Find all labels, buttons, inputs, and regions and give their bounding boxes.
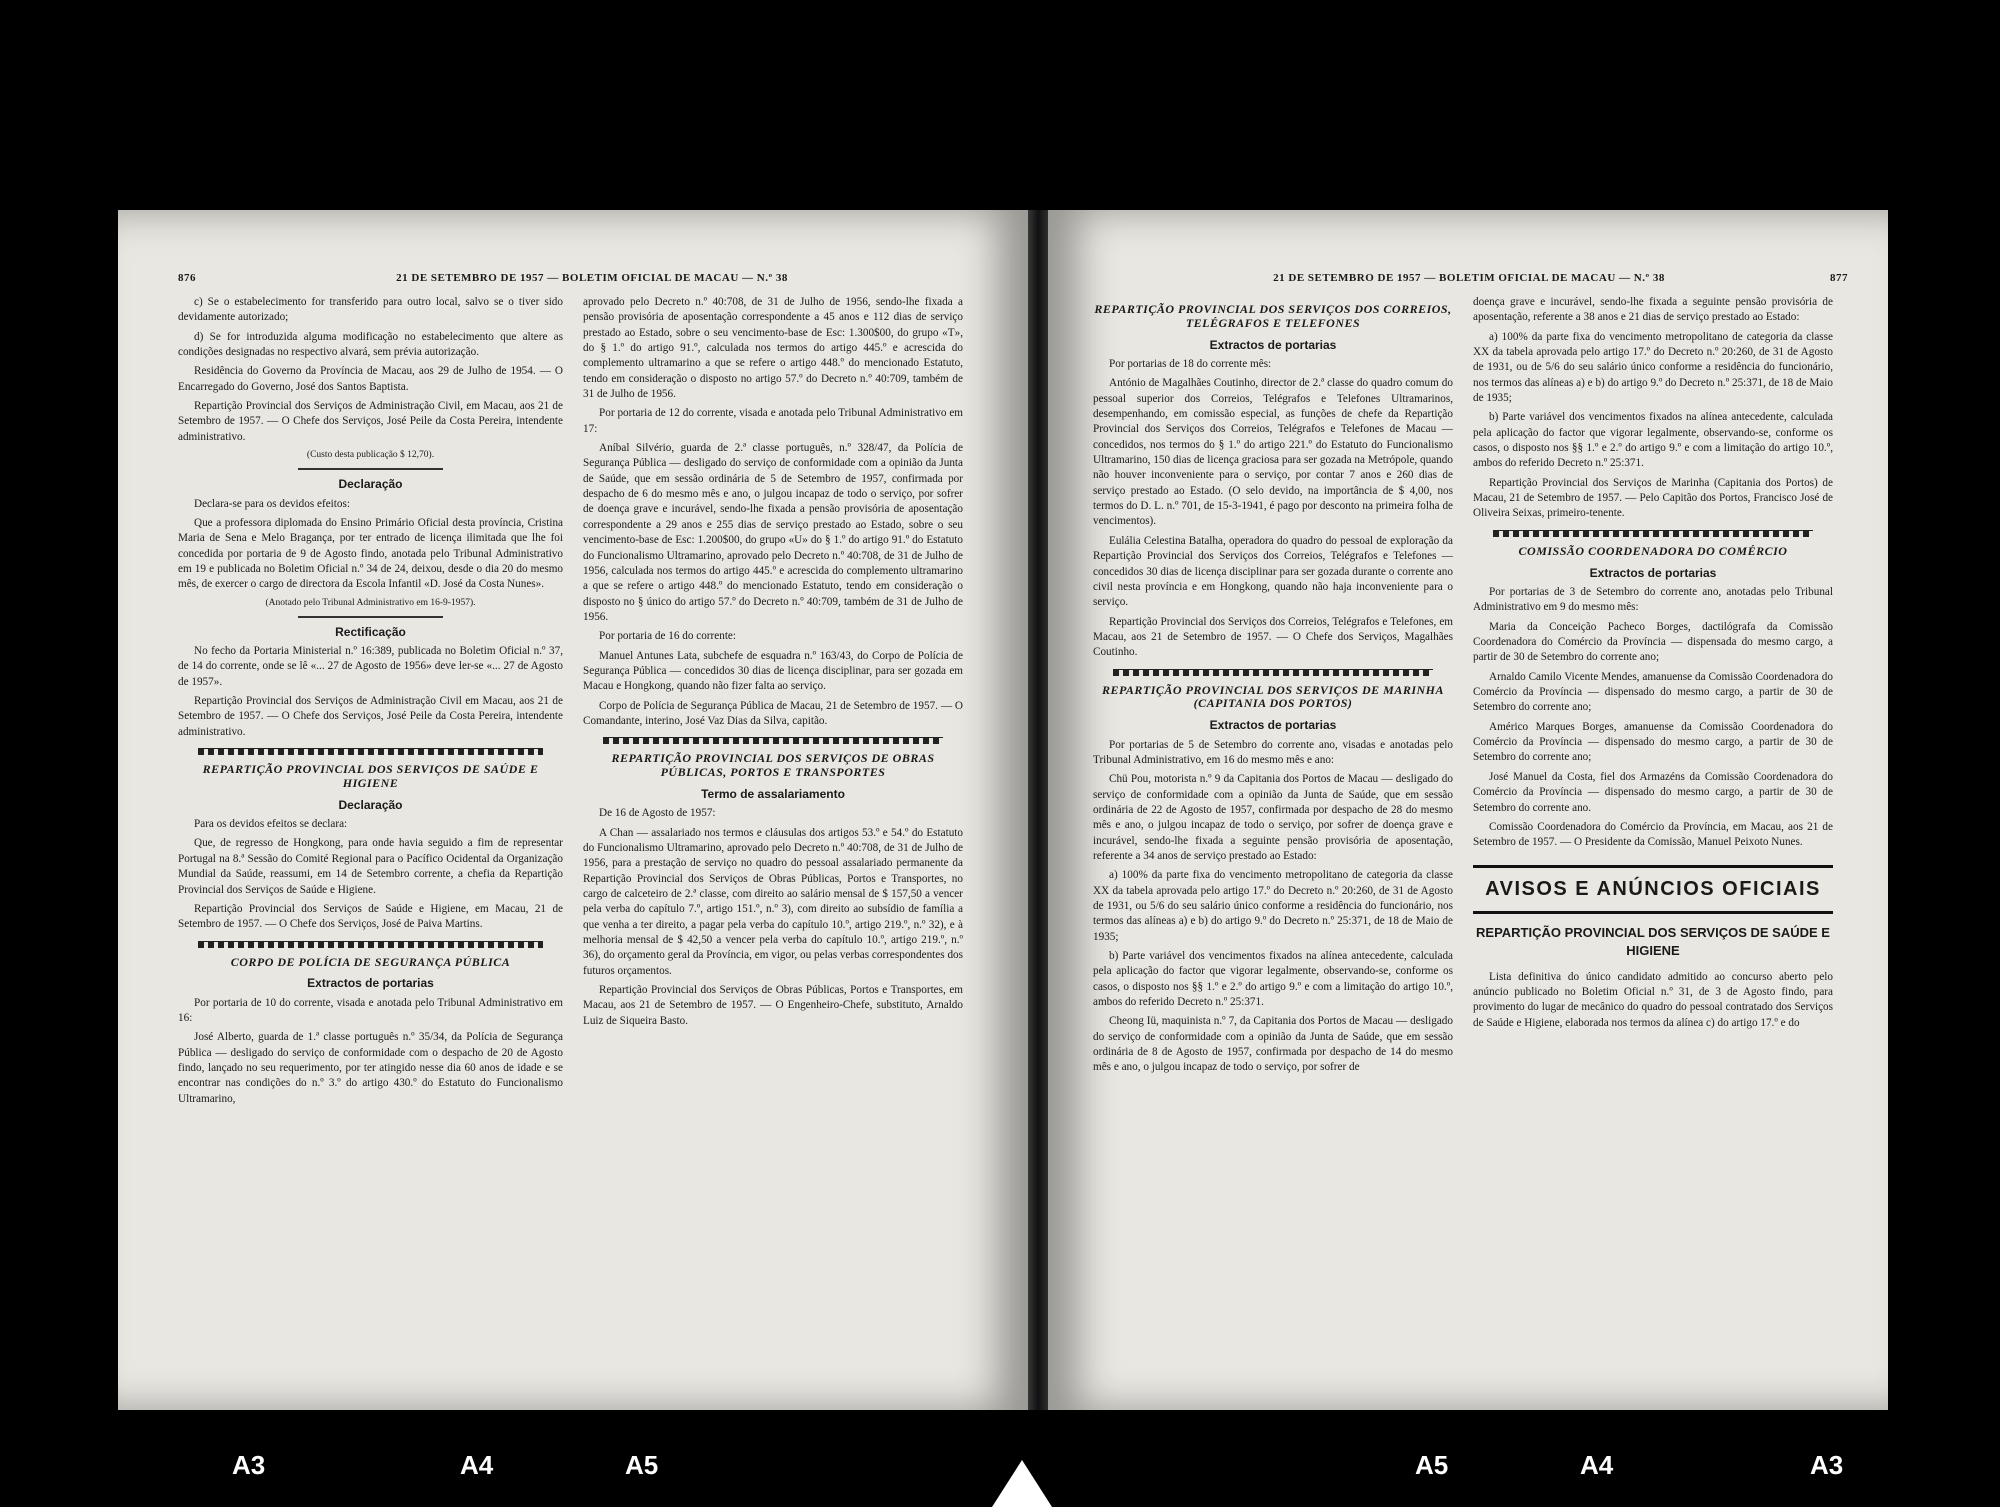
text-paragraph: Maria da Conceição Pacheco Borges, dactilógrafa da Comissão Coordenadora do Comércio da Província — dispensada do mesmo cargo, a partir de 30 de Setembro do corrente ano; <box>1473 620 1833 664</box>
text-paragraph: Declara-se para os devidos efeitos: <box>194 497 350 510</box>
section-subtitle: Extractos de portarias <box>1209 337 1337 352</box>
left-column-2 <box>583 295 963 1033</box>
text-paragraph: aprovado pelo Decreto n.º 40:708, de 31 de Julho de 1956, sendo-lhe fixada a pensão provisória de aposentação correspondente a 45 anos e 112 dias de serviço prestado ao Estado, sobre o seu vencimento-base de Esc: 1.300$00, do grupo «T», do § 1.º do artigo 91.º, calculada nos termos do artigo 445.º e acrescida do complemento ultramarino a que se refere o artigo 448.º do mencionado Estatuto, tendo em consideração o disposto no artigo 57.º do Decreto n.º 40:709, também de 31 de Julho de 1956. <box>583 296 963 401</box>
text-paragraph: Por portarias de 5 de Setembro do corrente ano, visadas e anotadas pelo Tribunal Administrativo, em 16 do mesmo mês e ano: <box>1093 738 1453 766</box>
ornamental-divider <box>198 748 543 755</box>
ornamental-divider <box>198 941 543 948</box>
text-paragraph: Corpo de Polícia de Segurança Pública de Macau, 21 de Setembro de 1957. — O Comandante, interino, José Vaz Dias da Silva, capitão. <box>583 699 963 727</box>
text-paragraph: Que, de regresso de Hongkong, para onde havia seguido a fim de representar Portugal na 8.ª Sessão do Comité Regional para o Pacífico Ocidental da Organização Mundial da Saúde, reassumi, em 14 de Setembro corrente, a chefia da Repartição Provincial dos Serviços de Saúde e Higiene. <box>178 837 563 896</box>
ornamental-divider <box>1113 669 1433 676</box>
section-title: REPARTIÇÃO PROVINCIAL DOS SERVIÇOS DOS CORREIOS, TELÉGRAFOS E TELEFONES <box>1094 302 1452 330</box>
left-page <box>118 210 1028 1410</box>
section-subtitle: Extractos de portarias <box>307 976 434 991</box>
text-paragraph: Chü Pou, motorista n.º 9 da Capitania dos Portos de Macau — desligado do serviço de conformidade com a opinião da Junta de Saúde, que em sessão ordinária de 22 de Agosto de 1957, confirmada por despacho de 28 do mesmo mês e ano, o julgou incapaz de todo o serviço, por sofrer de doença grave e incurável, sendo-lhe fixada a seguinte pensão provisória de aposentação, referente a 34 anos de serviço prestado ao Estado: <box>1093 773 1453 862</box>
text-paragraph: Eulália Celestina Batalha, operadora do quadro do pessoal de exploração da Repartição Provincial dos Serviços dos Correios, Telégrafos e Telefones — concedidos 30 dias de licença disciplinar para ser gozada durante o corrente ano civil nesta província e em Hongkong, quando não haja inconveniente para o serviço. <box>1093 534 1453 609</box>
text-paragraph: A Chan — assalariado nos termos e cláusulas dos artigos 53.º e 54.º do Estatuto do Funcionalismo Ultramarino, aprovado pelo Decreto n.º 40:708, de 31 de Julho de 1956, para a prestação de serviço no quadro do pessoal assalariado permanente da Repartição Provincial dos Serviços de Obras Públicas, Portos e Transportes, no cargo de calceteiro de 2.ª classe, com direito ao salário mensal de $ 157,50 a vencer pela verba do capítulo 7.º, artigo 151.º, n.º 3), com direito ao subsídio de família a que venha a ter direito, a pagar pela verba do capítulo 10.º, artigo 219.º, n.º 32), e à melhoria mensal de $ 42,50 a vencer pela verba do capítulo 10.º, artigo 219.º, n.º 36), do orçamento geral da Província, em vigor, ou pelas verbas correspondentes dos futuros orçamentos. <box>583 826 963 977</box>
section-title: REPARTIÇÃO PROVINCIAL DOS SERVIÇOS DE MARINHA (CAPITANIA DOS PORTOS) <box>1101 682 1445 711</box>
text-paragraph: António de Magalhães Coutinho, director de 2.ª classe do quadro comum do pessoal superior dos Correios, Telégrafos e Telefones Ultramarinos, desempenhando, em comissão especial, as funções de chefe da Repartição Provincial dos Serviços dos Correios, Telégrafos e Telefones de Macau — concedidos, nos termos do § 1.º do artigo 221.º do Estatuto do Funcionalismo Ultramarino, 150 dias de licença graciosa para ser gozada na Metrópole, quando não houver inconveniente para o serviço, por contar 7 anos e 260 dias de serviço prestado ao Estado. (O selo devido, na importância de $ 4,00, nos termos do D. L. n.º 701, de 15-3-1941, é pago por desconto na primeira folha de vencimentos). <box>1093 377 1453 528</box>
right-running-head: 21 DE SETEMBRO DE 1957 — BOLETIM OFICIAL DE MACAU — N.º 38 <box>1273 272 1665 284</box>
text-paragraph: d) Se for introduzida alguma modificação no estabelecimento que altere as condições designadas no respectivo alvará, sem prévia autorização. <box>178 330 563 359</box>
text-paragraph: b) Parte variável dos vencimentos fixados na alínea antecedente, calculada pela aplicação do factor que vigorar legalmente, observando-se, conforme os casos, o disposto nos §§ 1.º e 2.º do artigo 9.º e com a limitação do artigo 10.º, ambos do referido Decreto n.º 25:371. <box>1093 950 1453 1009</box>
text-paragraph: a) 100% da parte fixa do vencimento metropolitano de categoria da classe XX da tabela aprovada pelo artigo 17.º do Decreto n.º 20:260, de 31 de Agosto de 1931, ou de 5/6 do seu salário único conforme a residência do funcionário, nos termos das alíneas a) e b) do artigo 9.º do Decreto n.º 25:371, de 18 de Maio de 1935; <box>1473 330 1833 405</box>
text-paragraph: b) Parte variável dos vencimentos fixados na alínea antecedente, calculada pela aplicação do factor que vigorar legalmente, observando-se, conforme os casos, o disposto nos §§ 1.º e 2.º do artigo 9.º e com a limitação do artigo 10.º, ambos do referido Decreto n.º 25:371. <box>1473 411 1833 470</box>
text-paragraph: Manuel Antunes Lata, subchefe de esquadra n.º 163/43, do Corpo de Polícia de Segurança Pública — concedidos 30 dias de licença disciplinar, para ser gozada em Macau e Hongkong, quando não fizer falta ao serviço. <box>583 649 963 693</box>
section-title: REPARTIÇÃO PROVINCIAL DOS SERVIÇOS DE SAÚDE E HIGIENE <box>202 762 539 790</box>
section-subtitle: Termo de assalariamento <box>701 786 845 801</box>
text-paragraph: Repartição Provincial dos Serviços de Administração Civil em Macau, aos 21 de Setembro de 1957. — O Chefe dos Serviços, José Peile da Costa Pereira, intendente administrativo. <box>178 695 563 738</box>
section-subtitle: Rectificação <box>335 624 406 639</box>
left-column-1 <box>178 295 563 1111</box>
section-subtitle: Declaração <box>338 477 403 492</box>
film-mark: A5 <box>625 1450 659 1480</box>
text-paragraph: Que a professora diplomada do Ensino Primário Oficial desta província, Cristina Maria de Sena e Melo Bragança, por ter entrado de licença ilimitada que lhe foi concedida por portaria de 9 de Agosto findo, anotada pelo Tribunal Administrativo em 19 e publicada no Boletim Oficial n.º 34 de 24, deixou, desde o dia 20 do mesmo mês, de exercer o cargo de directora da Escola Infantil «D. José da Costa Nunes». <box>178 516 563 591</box>
section-title: COMISSÃO COORDENADORA DO COMÉRCIO <box>1518 543 1788 558</box>
text-paragraph: Para os devidos efeitos se declara: <box>194 818 348 831</box>
text-paragraph: Repartição Provincial dos Serviços de Marinha (Capitania dos Portos) de Macau, 21 de Setembro de 1957. — Pelo Capitão dos Portos, Francisco José de Oliveira Seixas, primeiro-tenente. <box>1473 476 1833 520</box>
text-paragraph: Repartição Provincial dos Serviços de Administração Civil, em Macau, aos 21 de Setembro de 1957. — O Chefe dos Serviços, José Peile da Costa Pereira, intendente administrativo. <box>178 400 563 443</box>
text-paragraph: Residência do Governo da Província de Macau, aos 29 de Julho de 1954. — O Encarregado do Governo, José dos Santos Baptista. <box>178 365 563 393</box>
text-paragraph: Repartição Provincial dos Serviços de Saúde e Higiene, em Macau, 21 de Setembro de 1957. — O Chefe dos Serviços, José de Paiva Martins. <box>178 902 563 931</box>
text-paragraph: Por portaria de 12 do corrente, visada e anotada pelo Tribunal Administrativo em 17: <box>583 407 963 435</box>
text-paragraph: Aníbal Silvério, guarda de 2.ª classe português, n.º 328/47, da Polícia de Segurança Pública — desligado do serviço de conformidade com a opinião da Junta de Saúde, que em sessão ordinária de 5 de Setembro de 1957, confirmada por despacho de 6 do mesmo mês e ano, o julgou incapaz de todo o serviço, por sofrer de doença grave e incurável, sendo-lhe fixada a pensão provisória de aposentação correspondente a 29 anos e 255 dias de serviço prestado ao Estado, sobre o seu vencimento-base de Esc: 1.200$00, do grupo «U» do § 1.º do artigo 91.º do Estatuto do Funcionalismo Ultramarino, aprovado pelo Decreto n.º 40:708, de 31 de Julho de 1956, calculada nos termos do artigo 445.º e acrescida do complemento ultramarino a que se refere o artigo 448.º do mencionado Estatuto, tendo em consideração o disposto no § único do artigo 57.º do Decreto n.º 40:709, também de 31 de Julho de 1956. <box>583 442 963 623</box>
text-paragraph: Por portarias de 18 do corrente mês: <box>1109 358 1272 371</box>
right-column-1 <box>1093 295 1453 1080</box>
rule-divider <box>298 616 443 618</box>
text-paragraph: Américo Marques Borges, amanuense da Comissão Coordenadora do Comércio da Província — dispensado do mesmo cargo, a partir de 30 de Setembro do corrente ano; <box>1473 720 1833 764</box>
text-paragraph: Repartição Provincial dos Serviços de Obras Públicas, Portos e Transportes, em Macau, aos 21 de Setembro de 1957. — O Engenheiro-Chefe, substituto, Arnaldo Luiz de Siqueira Basto. <box>583 984 963 1027</box>
right-page-header <box>1108 272 1848 284</box>
left-page-number: 876 <box>178 272 196 284</box>
rule-divider <box>298 468 443 470</box>
text-paragraph: José Manuel da Costa, fiel dos Armazéns da Comissão Coordenadora do Comércio da Província — dispensado do mesmo cargo, a partir de 30 de Setembro do corrente ano. <box>1473 770 1833 814</box>
text-paragraph: Por portaria de 10 do corrente, visada e anotada pelo Tribunal Administrativo em 16: <box>178 996 563 1025</box>
annotation-note: (Anotado pelo Tribunal Administrativo em 16-9-1957). <box>265 597 476 608</box>
left-page-header <box>178 272 988 284</box>
text-paragraph: Arnaldo Camilo Vicente Mendes, amanuense da Comissão Coordenadora do Comércio da Província — dispensado do mesmo cargo, a partir de 30 de Setembro do corrente ano; <box>1473 670 1833 714</box>
text-paragraph: No fecho da Portaria Ministerial n.º 16:389, publicada no Boletim Oficial n.º 37, de 14 do corrente, onde se lê «... 27 de Agosto de 1956» deve ler-se «... 27 de Agosto de 1957». <box>178 645 563 688</box>
film-mark: A5 <box>1415 1450 1449 1480</box>
text-paragraph: De 16 de Agosto de 1957: <box>599 807 716 820</box>
film-mark: A3 <box>1810 1450 1844 1480</box>
section-title: REPARTIÇÃO PROVINCIAL DOS SERVIÇOS DE SAÚDE E HIGIENE <box>1476 924 1830 958</box>
film-mark: A4 <box>1580 1450 1614 1480</box>
text-paragraph: c) Se o estabelecimento for transferido para outro local, salvo se o tiver sido devidamente autorizado; <box>178 296 563 324</box>
text-paragraph: Repartição Provincial dos Serviços dos Correios, Telégrafos e Telefones, em Macau, aos 21 de Setembro de 1957. — O Chefe dos Serviços, Magalhães Coutinho. <box>1093 615 1453 659</box>
section-title: CORPO DE POLÍCIA DE SEGURANÇA PÚBLICA <box>230 954 511 969</box>
text-paragraph: José Alberto, guarda de 1.ª classe português n.º 35/34, da Polícia de Segurança Pública — desligado do serviço de conformidade com o despacho de 20 de Agosto findo, lançado no seu requerimento, por ter atingido nesse dia 60 anos de idade e se encontrar nas condições do n.º 3.º do artigo 430.º do Estatuto do Funcionalismo Ultramarino, <box>178 1031 563 1105</box>
section-subtitle: Declaração <box>338 797 403 812</box>
text-paragraph: Por portarias de 3 de Setembro do corrente ano, anotadas pelo Tribunal Administrativo em 9 do mesmo mês: <box>1473 586 1833 614</box>
open-bulletin <box>108 210 1888 1410</box>
text-paragraph: Cheong Iü, maquinista n.º 7, da Capitania dos Portos de Macau — desligado do serviço de conformidade com a opinião da Junta de Saúde, que em sessão ordinária de 8 de Agosto de 1957, confirmada por despacho de 14 do mesmo mês e ano, o julgou incapaz de todo o serviço, por sofrer de <box>1093 1015 1453 1074</box>
text-paragraph: doença grave e incurável, sendo-lhe fixada a seguinte pensão provisória de aposentação, referente a 38 anos e 21 dias de serviço prestado ao Estado: <box>1473 296 1833 324</box>
left-running-head: 21 DE SETEMBRO DE 1957 — BOLETIM OFICIAL DE MACAU — N.º 38 <box>396 272 788 284</box>
ornamental-divider <box>1493 530 1813 537</box>
text-paragraph: a) 100% da parte fixa do vencimento metropolitano de categoria da classe XX da tabela aprovada pelo artigo 17.º do Decreto n.º 20:260, de 31 de Agosto de 1931, ou 5/6 do seu salário único conforme a residência do funcionário, nos termos das alíneas a) e b) do artigo 9.º do Decreto n.º 25:371, de 18 de Maio de 1935; <box>1093 869 1453 943</box>
section-title: REPARTIÇÃO PROVINCIAL DOS SERVIÇOS DE OBRAS PÚBLICAS, PORTOS E TRANSPORTES <box>611 751 935 780</box>
publication-cost-note: (Custo desta publicação $ 12,70). <box>306 450 435 461</box>
film-mark: A3 <box>232 1450 266 1480</box>
text-paragraph: Lista definitiva do único candidato admitido ao concurso aberto pelo anúncio publicado no Boletim Oficial n.º 31, de 3 de Agosto findo, para provimento do lugar de mecânico do quadro do pessoal contratado dos Serviços de Saúde e Higiene, elaborada nos termos da alínea c) do artigo 17.º e do <box>1473 970 1833 1029</box>
film-mark: A4 <box>460 1450 494 1480</box>
section-subtitle: Extractos de portarias <box>1209 718 1337 733</box>
avisos-banner: AVISOS E ANÚNCIOS OFICIAIS <box>1473 865 1833 914</box>
center-arrow-icon <box>992 1460 1052 1507</box>
right-page-number: 877 <box>1829 272 1848 284</box>
right-column-2 <box>1473 295 1833 1035</box>
ornamental-divider <box>603 737 943 744</box>
section-subtitle: Extractos de portarias <box>1589 565 1717 580</box>
text-paragraph: Comissão Coordenadora do Comércio da Província, em Macau, aos 21 de Setembro de 1957. — O Presidente da Comissão, Manuel Peixoto Nunes. <box>1473 820 1833 849</box>
right-page <box>1048 210 1888 1410</box>
text-paragraph: Por portaria de 16 do corrente: <box>599 630 736 643</box>
